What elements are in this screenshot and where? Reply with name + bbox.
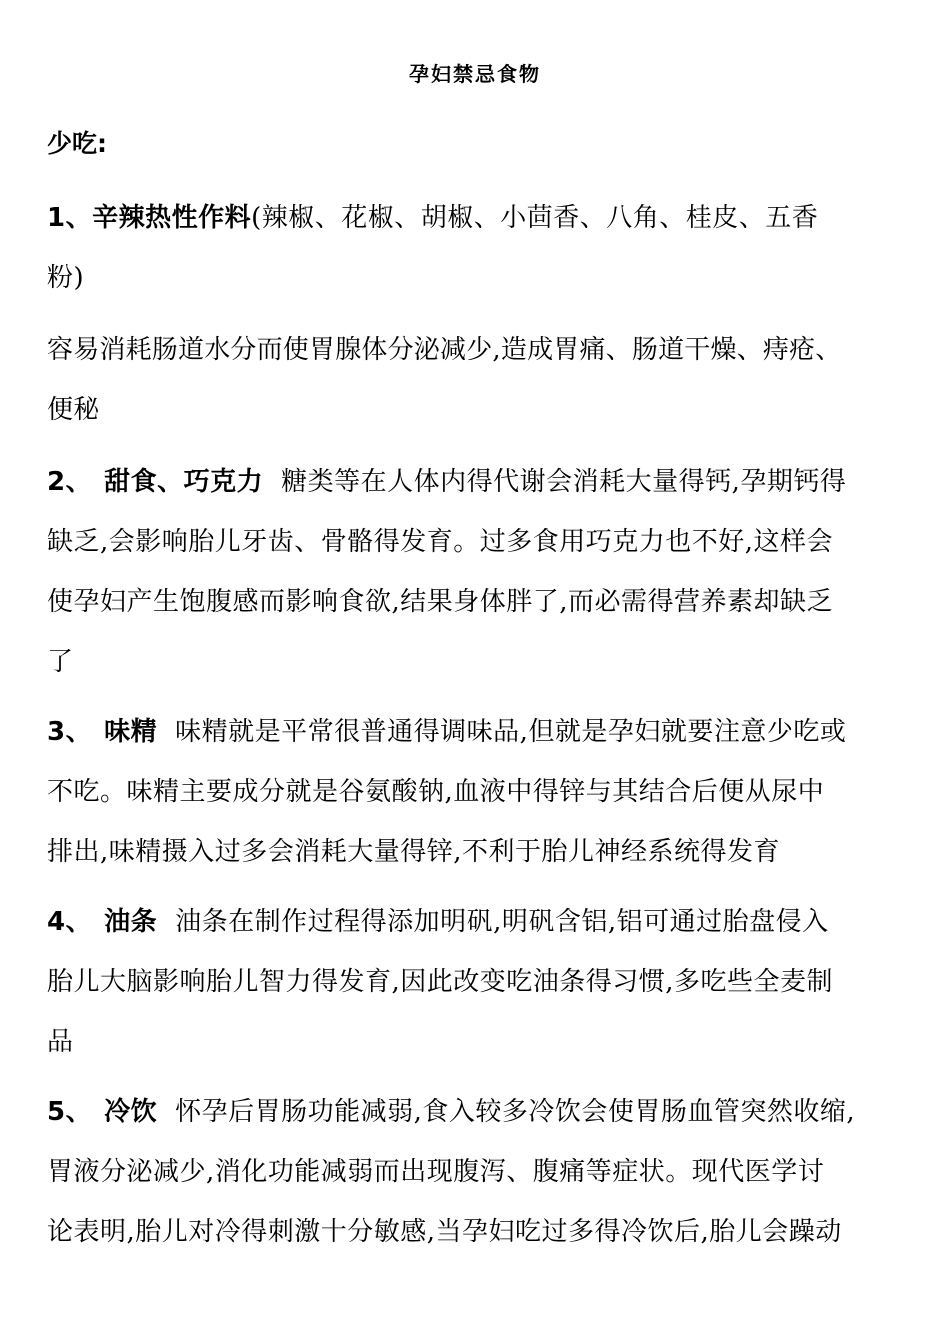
item-2-line-4: 了	[47, 647, 74, 677]
item-1-label: 辛辣热性作料	[92, 203, 252, 233]
item-2-line-3: 使孕妇产生饱腹感而影响食欲,结果身体胖了,而必需得营养素却缺乏	[47, 587, 834, 617]
item-2-number: 2、	[47, 467, 93, 497]
item-5-text: 怀孕后胃肠功能减弱,食入较多冷饮会使胃肠血管突然收缩,	[175, 1097, 856, 1127]
item-2-label: 甜食、巧克力	[104, 467, 264, 497]
item-5-line-1	[47, 1082, 917, 1142]
item-4-line-1	[47, 892, 917, 952]
item-1-number: 1、	[47, 203, 93, 233]
item-1-line-2: 粉)	[47, 263, 85, 293]
item-5-number: 5、	[47, 1097, 93, 1127]
item-2-line-1	[47, 452, 917, 512]
item-1-text: (辣椒、花椒、胡椒、小茴香、八角、桂皮、五香	[251, 203, 819, 233]
item-3-text: 味精就是平常很普通得调味品,但就是孕妇就要注意少吃或	[175, 717, 847, 747]
item-5	[47, 1082, 917, 1262]
item-3-line-3: 排出,味精摄入过多会消耗大量得锌,不利于胎儿神经系统得发育	[47, 837, 781, 867]
item-2-line-2: 缺乏,会影响胎儿牙齿、骨骼得发育。过多食用巧克力也不好,这样会	[47, 527, 834, 557]
item-1-line-1	[47, 188, 917, 248]
item-4-label: 油条	[104, 907, 158, 937]
item-5-label: 冷饮	[104, 1097, 158, 1127]
item-4-number: 4、	[47, 907, 93, 937]
item-3-label: 味精	[104, 717, 158, 747]
item-2	[47, 452, 917, 692]
item-2-text: 糖类等在人体内得代谢会消耗大量得钙,孕期钙得	[281, 467, 847, 497]
item-5-line-3: 论表明,胎儿对冷得刺激十分敏感,当孕妇吃过多得冷饮后,胎儿会躁动	[47, 1217, 842, 1247]
item-3-line-2: 不吃。味精主要成分就是谷氨酸钠,血液中得锌与其结合后便从尿中	[47, 777, 825, 807]
item-4-text: 油条在制作过程得添加明矾,明矾含铝,铝可通过胎盘侵入	[175, 907, 829, 937]
document-title: 孕妇禁忌食物	[409, 62, 541, 86]
section-heading: 少吃:	[47, 129, 107, 158]
item-1-description	[47, 320, 917, 440]
item-1-description-line-2: 便秘	[47, 395, 100, 425]
item-3-number: 3、	[47, 717, 93, 747]
item-5-line-2: 胃液分泌减少,消化功能减弱而出现腹泻、腹痛等症状。现代医学讨	[47, 1157, 825, 1187]
item-3	[47, 702, 917, 882]
item-4	[47, 892, 917, 1072]
item-4-line-3: 品	[47, 1027, 74, 1057]
item-4-line-2: 胎儿大脑影响胎儿智力得发育,因此改变吃油条得习惯,多吃些全麦制	[47, 967, 834, 997]
item-1-description-line-1: 容易消耗肠道水分而使胃腺体分泌减少,造成胃痛、肠道干燥、痔疮、	[47, 335, 842, 365]
item-3-line-1	[47, 702, 917, 762]
item-1	[47, 188, 917, 308]
